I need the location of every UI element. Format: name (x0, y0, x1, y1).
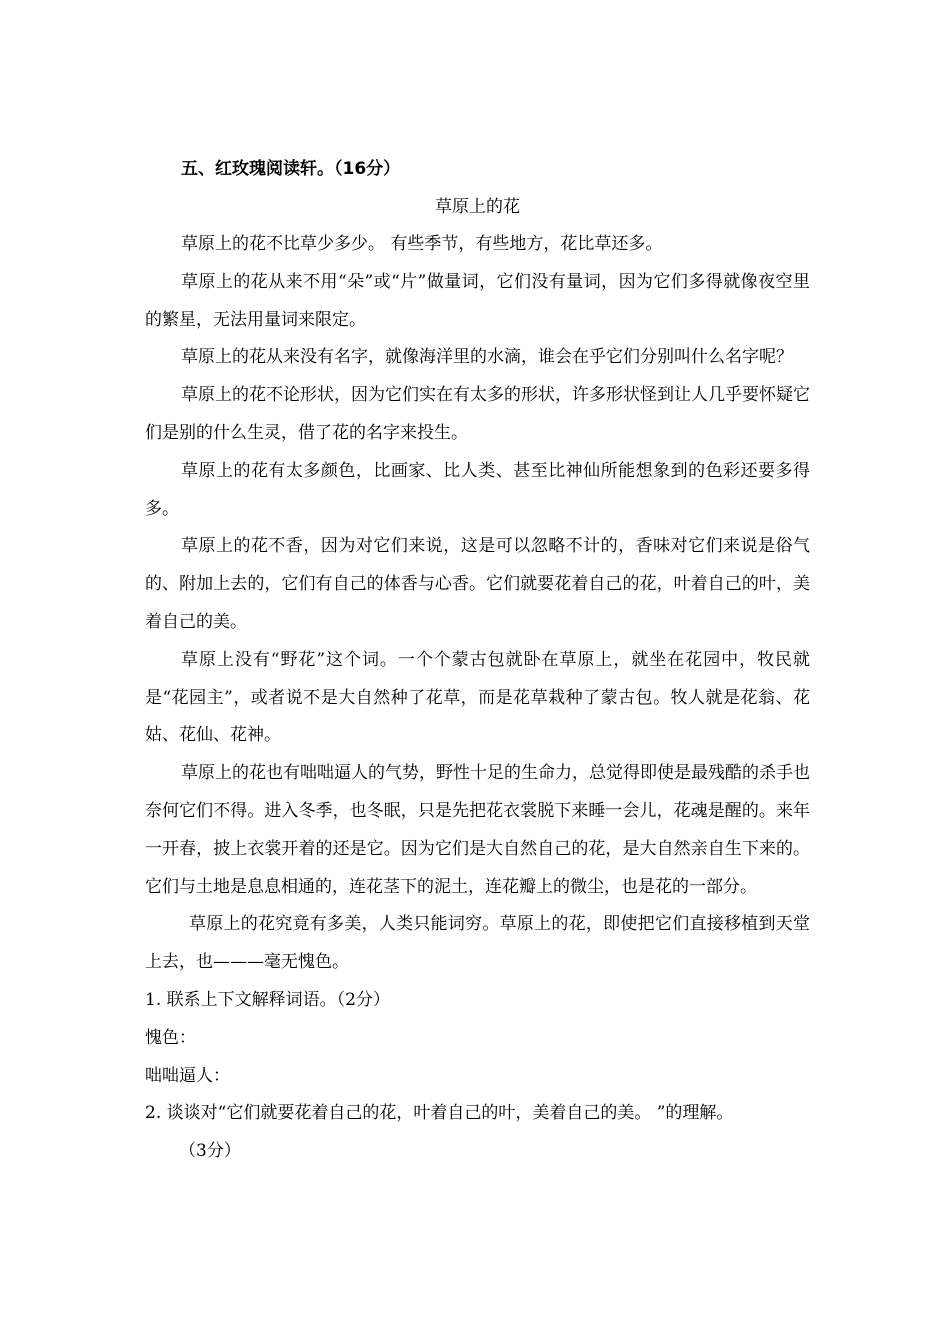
article-paragraph: 草原上的花也有咄咄逼人的气势，野性十足的生命力，总觉得即使是最残酷的杀手也奈何它们不得。进入冬季，也冬眠，只是先把花衣裳脱下来睡一会儿，花魂是醒的。来年一开春，披上衣裳开着的还是它。因为它们是大自然自己的花，是大自然亲自生下来的。它们与土地是息息相通的，连花茎下的泥土，连花瓣上的微尘，也是花的一部分。 (145, 763, 810, 897)
question-1-term-duoduobiren: 咄咄逼人： (145, 1065, 230, 1086)
question-2: 2. 谈谈对“它们就要花着自己的花，叶着自己的叶，美着自己的美。 ”的理解。 (145, 1103, 734, 1124)
article-title: 草原上的花 (435, 197, 520, 217)
section-heading: 五、红玫瑰阅读轩。（16分） (181, 159, 401, 179)
article-paragraph: 草原上的花究竟有多美，人类只能词穷。草原上的花，即使把它们直接移植到天堂上去，也———毫无愧色。 (145, 914, 810, 973)
article-paragraph: 草原上的花有太多颜色，比画家、比人类、甚至比神仙所能想象到的色彩还要多得多。 (145, 460, 810, 519)
article-paragraph: 草原上的花不香，因为对它们来说，这是可以忽略不计的，香味对它们来说是俗气的、附加上去的，它们有自己的体香与心香。它们就要花着自己的花，叶着自己的叶，美着自己的美。 (145, 536, 810, 632)
article-paragraph: 草原上没有“野花”这个词。一个个蒙古包就卧在草原上，就坐在花园中，牧民就是“花园主”，或者说不是大自然种了花草，而是花草栽种了蒙古包。牧人就是花翁、花姑、花仙、花神。 (145, 649, 810, 746)
article-paragraph: 草原上的花从来不用“朵”或“片”做量词，它们没有量词，因为它们多得就像夜空里的繁星，无法用量词来限定。 (145, 271, 810, 330)
question-1: 1. 联系上下文解释词语。（2分） (145, 989, 390, 1010)
question-1-term-kuise: 愧色： (145, 1027, 196, 1048)
article-paragraph: 草原上的花不比草少多少。 有些季节，有些地方，花比草还多。 (181, 234, 663, 254)
worksheet-page (145, 150, 810, 1171)
question-2-points: （3分） (179, 1141, 241, 1162)
article-paragraph: 草原上的花不论形状，因为它们实在有太多的形状，许多形状怪到让人几乎要怀疑它们是别的什么生灵，借了花的名字来投生。 (145, 385, 810, 443)
article-paragraph: 草原上的花从来没有名字，就像海洋里的水滴，谁会在乎它们分别叫什么名字呢？ (181, 347, 793, 368)
